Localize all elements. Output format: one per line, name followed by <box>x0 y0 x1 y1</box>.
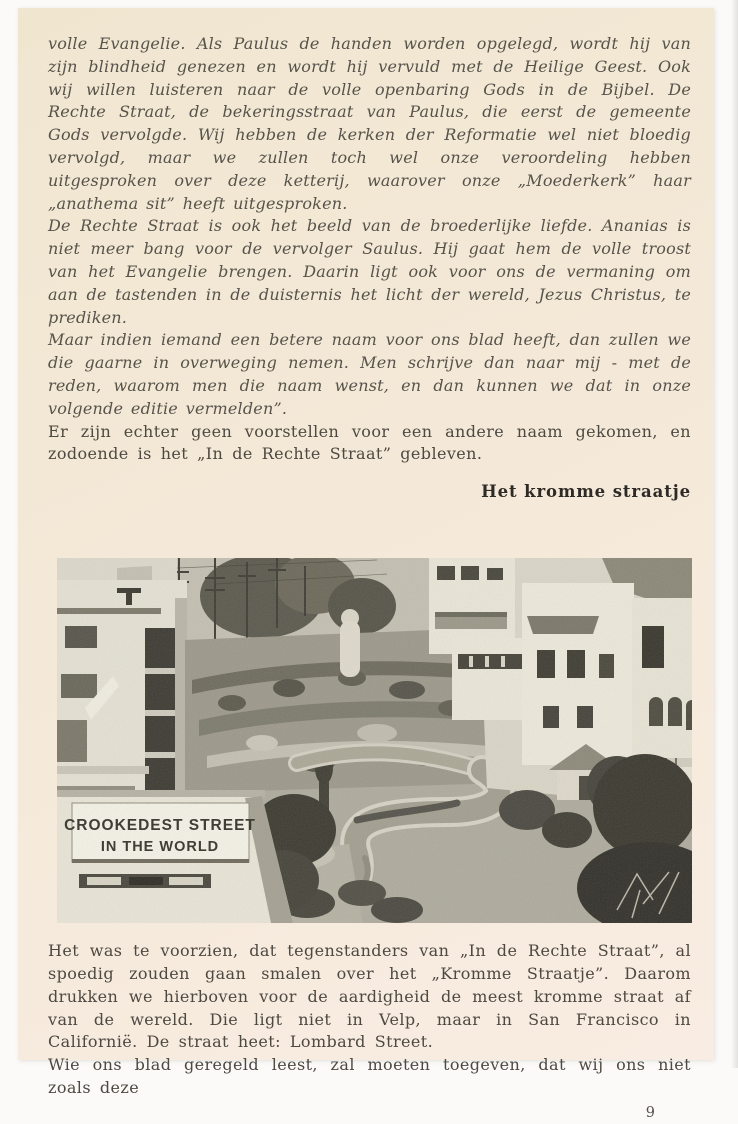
page-number: 9 <box>645 1104 655 1121</box>
paragraph-roman-2: Het was te voorzien, dat tegenstanders van „In de Rechte Straat”, al spoedig zouden gaan smalen over het „Kromme Straatje”. Daarom drukken we hierboven voor de aardigheid de meest kromme straat af van de wereld. Die ligt niet in Velp, maar in San Francisco in Californië. De straat heet: Lombard Street. <box>48 941 691 1052</box>
scan-edge-shadow <box>731 0 738 1068</box>
scanned-book-page <box>18 8 714 1121</box>
paragraph-italic-3: Maar indien iemand een betere naam voor ons blad heeft, dan zullen we die gaarne in overweging nemen. Men schrijve dan naar mij - met de reden, waarom men die naam wenst, en dan kunnen we dat in onze volgende editie vermelden”. <box>48 330 691 418</box>
photo-lombard-street <box>57 558 692 923</box>
section-heading: Het kromme straatje <box>481 482 691 502</box>
paragraph-roman-1: Er zijn echter geen voorstellen voor een andere naam gekomen, en zodoende is het „In de Rechte Straat” gebleven. <box>48 421 691 464</box>
paragraph-roman-3: Wie ons blad geregeld leest, zal moeten toegeven, dat wij ons niet zoals deze <box>48 1055 691 1097</box>
sign-text-line-2: IN THE WORLD <box>100 839 220 856</box>
photo-halftone-illustration <box>57 558 692 923</box>
photo-grain-overlay <box>57 558 692 923</box>
sign-text-line-1: CROOKEDEST STREET <box>64 817 256 835</box>
paragraph-italic-1: volle Evangelie. Als Paulus de handen worden opgelegd, wordt hij van zijn blindheid genezen en wordt hij vervuld met de Heilige Geest. Ook wij willen luisteren naar de volle openbaring Gods in de Bijbel. De Rechte Straat, de bekeringsstraat van Paulus, die eerst de gemeente Gods vervolgde. Wij hebben de kerken der Reformatie wel niet bloedig vervolgd, maar we zullen toch wel onze veroordeling hebben uitgesproken over deze ketterij, waarover onze „Moederkerk” haar „anathema sit” heeft uitgesproken. <box>48 34 691 213</box>
paragraph-italic-2: De Rechte Straat is ook het beeld van de broederlijke liefde. Ananias is niet meer bang voor de vervolger Saulus. Hij gaat hem de volle troost van het Evangelie brengen. Daarin ligt ook voor ons de vermaning om aan de tastenden in de duisternis het licht der wereld, Jezus Christus, te prediken. <box>48 216 691 327</box>
